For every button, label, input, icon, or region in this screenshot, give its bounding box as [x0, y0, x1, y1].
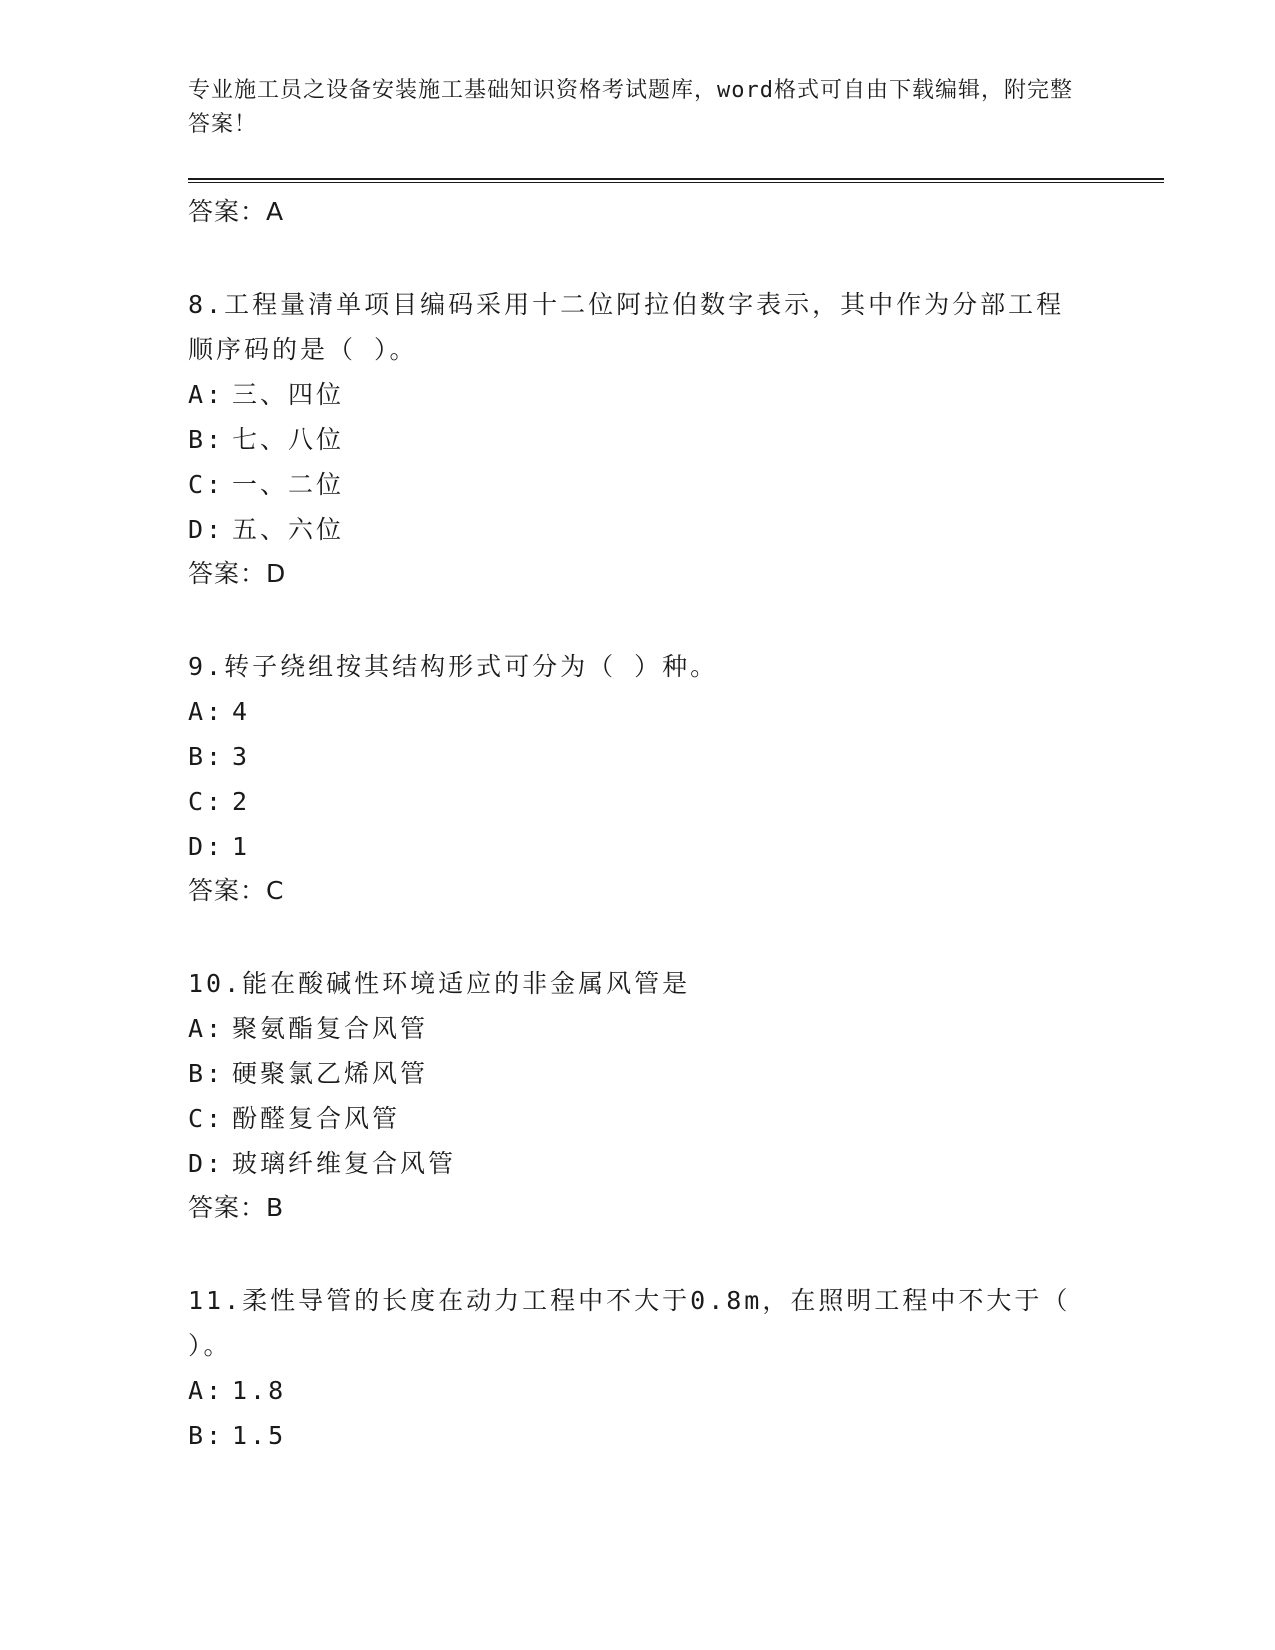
option-b	[188, 734, 1168, 779]
option-letter: D:	[188, 1149, 225, 1178]
option-text: 硬聚氯乙烯风管	[232, 1059, 429, 1088]
option-b	[188, 1413, 1168, 1458]
option-letter: B:	[188, 742, 225, 771]
question-text: 10.能在酸碱性环境适应的非金属风管是	[188, 969, 691, 998]
option-a	[188, 689, 1168, 734]
question-text: 11.柔性导管的长度在动力工程中不大于0.8m，在照明工程中不大于（ ）。	[188, 1286, 1071, 1360]
option-letter: A:	[188, 1014, 225, 1043]
option-text: 三、四位	[232, 380, 345, 409]
option-a	[188, 372, 1168, 417]
option-d	[188, 507, 1168, 552]
option-c	[188, 462, 1168, 507]
option-c	[188, 779, 1168, 824]
option-letter: C:	[188, 470, 225, 499]
question-block-9	[188, 644, 1168, 913]
option-text: 聚氨酯复合风管	[232, 1014, 429, 1043]
option-d	[188, 1141, 1168, 1186]
document-content	[188, 190, 1168, 1458]
option-letter: A:	[188, 697, 225, 726]
option-text: 五、六位	[232, 515, 345, 544]
question-block-8	[188, 282, 1168, 596]
option-text: 1	[232, 832, 251, 861]
option-c	[188, 1096, 1168, 1141]
option-a	[188, 1368, 1168, 1413]
option-text: 七、八位	[232, 425, 345, 454]
answer-line: 答案：D	[188, 559, 287, 588]
option-d	[188, 824, 1168, 869]
option-text: 1.8	[232, 1376, 287, 1405]
option-text: 4	[232, 697, 251, 726]
option-text: 酚醛复合风管	[232, 1104, 401, 1133]
option-text: 3	[232, 742, 251, 771]
option-text: 1.5	[232, 1421, 287, 1450]
option-letter: B:	[188, 1421, 225, 1450]
option-letter: B:	[188, 1059, 225, 1088]
question-text: 9.转子绕组按其结构形式可分为（ ）种。	[188, 652, 719, 681]
document-header: 专业施工员之设备安装施工基础知识资格考试题库，word格式可自由下载编辑，附完整答案！	[188, 78, 1073, 137]
option-letter: D:	[188, 832, 225, 861]
answer-line: 答案：A	[188, 197, 285, 226]
option-letter: C:	[188, 787, 225, 816]
option-letter: C:	[188, 1104, 225, 1133]
option-b	[188, 417, 1168, 462]
option-text: 玻璃纤维复合风管	[232, 1149, 457, 1178]
option-b	[188, 1051, 1168, 1096]
question-block-11	[188, 1278, 1168, 1458]
option-text: 一、二位	[232, 470, 345, 499]
option-a	[188, 1006, 1168, 1051]
option-letter: A:	[188, 380, 225, 409]
option-letter: B:	[188, 425, 225, 454]
option-letter: A:	[188, 1376, 225, 1405]
answer-line: 答案：B	[188, 1193, 285, 1222]
header-divider	[188, 178, 1164, 183]
answer-line: 答案：C	[188, 876, 285, 905]
option-letter: D:	[188, 515, 225, 544]
question-block-10	[188, 961, 1168, 1230]
option-text: 2	[232, 787, 251, 816]
question-text: 8.工程量清单项目编码采用十二位阿拉伯数字表示，其中作为分部工程顺序码的是（ ）。	[188, 290, 1065, 364]
